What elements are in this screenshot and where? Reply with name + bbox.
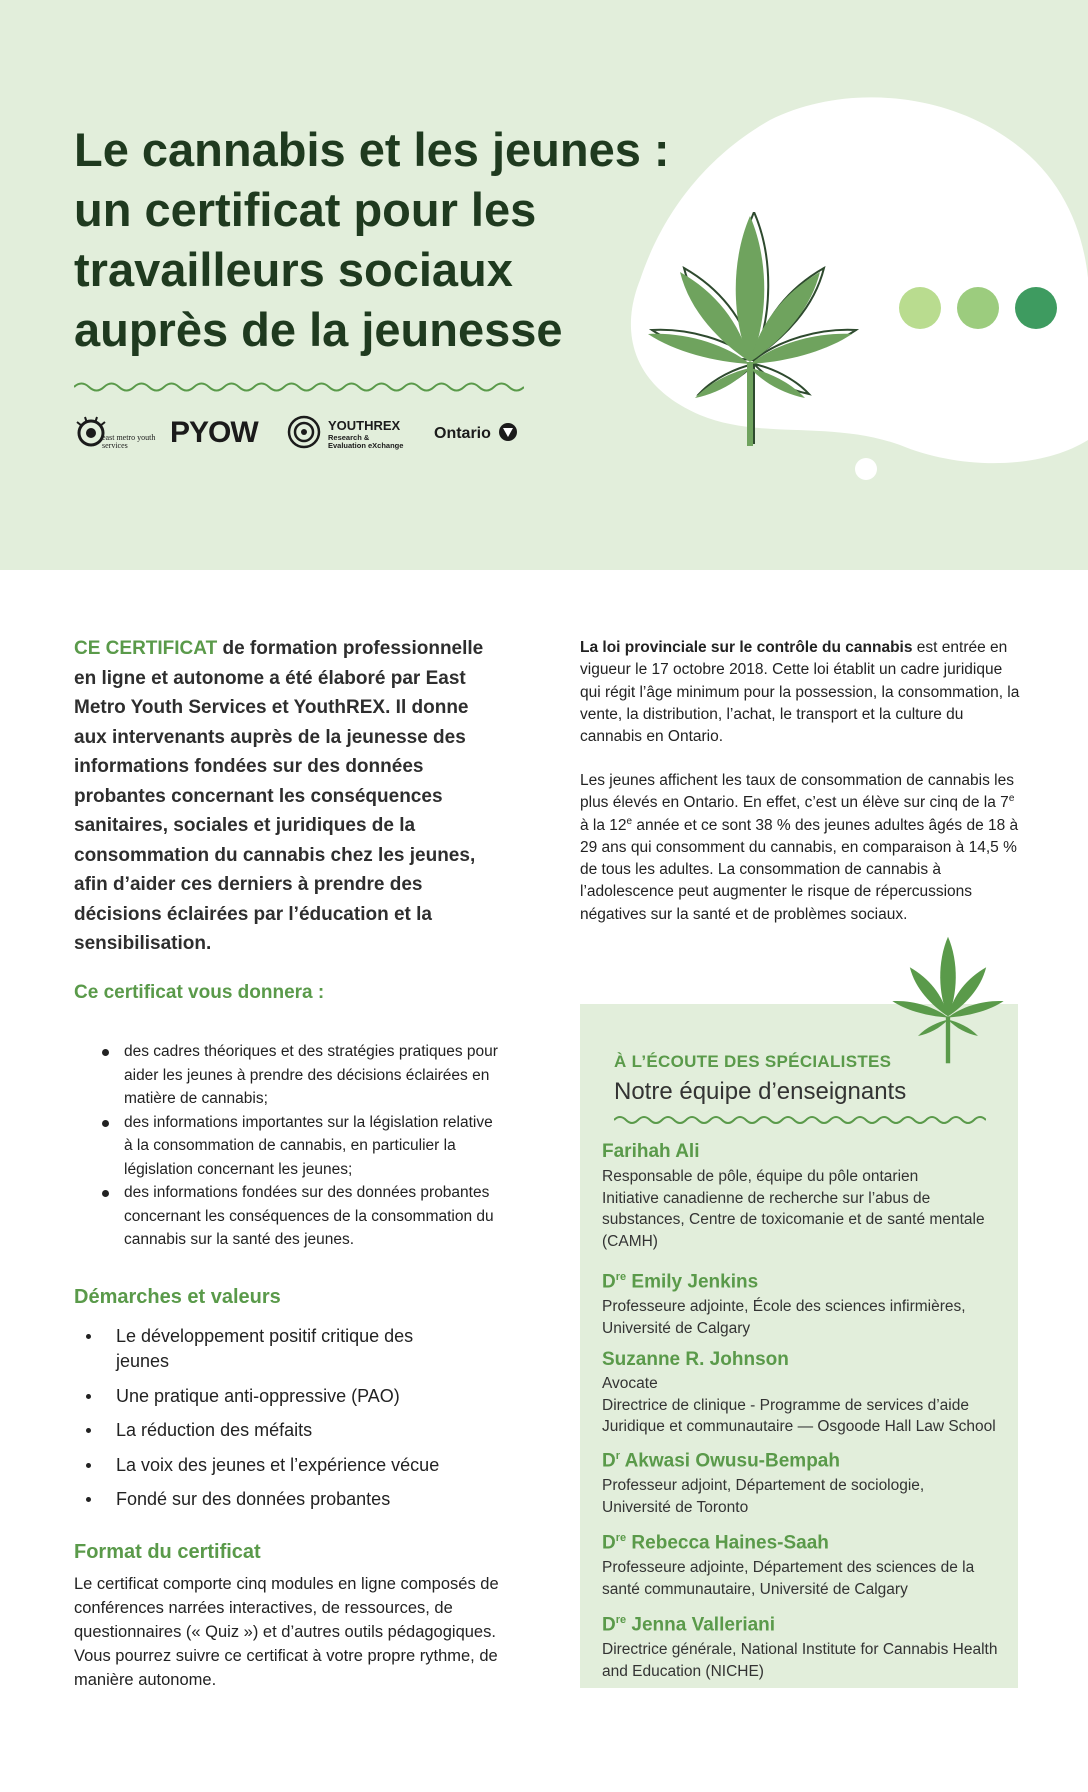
speaker-name: Farihah Ali [602, 1141, 700, 1162]
cannabis-leaf-icon [888, 926, 1008, 1074]
speaker-description: Responsable de pôle, équipe du pôle ontarien Initiative canadienne de recherche sur l’abus de substances, Centre de toxicomanie et de santé mentale (CAMH) [602, 1168, 985, 1250]
list-item: des informations importantes sur la législation relative à la consommation de cannabis, en particulier la législation concernant les jeunes; [102, 1111, 502, 1182]
cannabis-leaf-icon [640, 212, 860, 452]
certificate-heading: Ce certificat vous donnera : [74, 982, 325, 1003]
intro-lead: CE CERTIFICAT [74, 638, 218, 659]
youthrex-swirl-icon [286, 414, 322, 450]
intro-body: de formation professionnelle en ligne et autonome a été élaboré par East Metro Youth Services et YouthREX. Il donne aux intervenants auprès de la jeunesse des informations fondées sur des données probantes concernant les conséquences sanitaires, sociales et juridiques de la consommation du cannabis chez les jeunes, afin d’aider ces derniers à prendre des décisions éclairées par l’éducation et la sensibilisation. [74, 638, 484, 954]
format-text: Le certificat comporte cinq modules en ligne composés de conférences narrées interactives, de ressources, de questionnaires (« Quiz ») et d’autres outils pédagogiques. Vous pourrez suivre ce certificat à votre propre rythme, de manière autonome. [74, 1575, 499, 1689]
speaker-name: Dre Rebecca Haines-Saah [602, 1532, 829, 1554]
law-text: est entrée en vigueur le 17 octobre 2018. Cette loi établit un cadre juridique qui régit l’âge minimum pour la possession, la consommation, la vente, la distribution, l’achat, le transport et la culture du cannabis en Ontario. [580, 639, 1020, 746]
pyow-logo: PYOW [170, 416, 258, 449]
experts-title: Notre équipe d’enseignants [614, 1078, 907, 1105]
wave-divider [74, 380, 524, 394]
page-title: Le cannabis et les jeunes : un certificat pour les travailleurs sociaux auprès de la jeunesse [74, 123, 670, 356]
speaker-name: Dre Jenna Valleriani [602, 1614, 776, 1636]
list-item: La voix des jeunes et l’expérience vécue [86, 1453, 466, 1478]
wave-divider [614, 1114, 986, 1126]
experts-kicker: À L’ÉCOUTE DES SPÉCIALISTES [614, 1052, 892, 1071]
list-item: Fondé sur des données probantes [86, 1487, 466, 1512]
ontario-logo-text: Ontario [434, 425, 491, 442]
list-item: des cadres théoriques et des stratégies pratiques pour aider les jeunes à prendre des décisions éclairées en matière de cannabis; [102, 1040, 502, 1111]
youthrex-logo-subtitle: Research & Evaluation eXchange [328, 433, 404, 450]
speaker-description: Professeur adjoint, Département de sociologie, Université de Toronto [602, 1477, 925, 1516]
decorative-dot-light [899, 287, 941, 329]
hero-banner [0, 0, 1088, 570]
list-item: des informations fondées sur des données probantes concernant les conséquences de la consommation du cannabis sur la santé des jeunes. [102, 1181, 502, 1252]
partner-logos [74, 412, 544, 462]
list-item: Une pratique anti-oppressive (PAO) [86, 1384, 466, 1409]
speaker-name: $D^r$ Akwasi Owusu-Bempah [602, 1450, 840, 1472]
decorative-dot-white [855, 458, 877, 480]
east-metro-logo-text: east metro youth services [102, 433, 156, 450]
youth-paragraph: Les jeunes affichent les taux de consommation de cannabis les plus élevés en Ontario. En effet, c’est un élève sur cinq de la 7e à la 12e année et ce sont 38 % des jeunes adultes âgés de 18 à 29 ans qui consomment du cannabis, en comparaison à 14,5 % de tous les adultes. La consommation de cannabis à l’adolescence peut augmenter le risque de répercussions négatives sur la santé et de problèmes sociaux. [580, 772, 1019, 923]
speaker-description: Professeure adjointe, École des sciences infirmières, Université de Calgary [602, 1298, 966, 1337]
format-heading: Format du certificat [74, 1541, 261, 1563]
decorative-dot-mid [957, 287, 999, 329]
intro-paragraph [74, 634, 494, 959]
decorative-dot-dark [1015, 287, 1057, 329]
law-title: La loi provinciale sur le contrôle du cannabis [580, 639, 913, 656]
ontario-logo [434, 422, 518, 443]
list-item: La réduction des méfaits [86, 1418, 466, 1443]
speaker-name: Suzanne R. Johnson [602, 1349, 789, 1370]
speaker-name: Dre Emily Jenkins [602, 1271, 759, 1293]
speaker-description: Avocate Directrice de clinique - Programme de services d’aide Juridique et communautaire — Osgoode Hall Law School [602, 1375, 996, 1435]
certificate-list [102, 1040, 502, 1252]
speaker-description: Professeure adjointe, Département des sciences de la santé communautaire, Université de Calgary [602, 1559, 975, 1598]
approach-list [86, 1324, 466, 1522]
youthrex-logo-text: YOUTHREX [328, 418, 401, 433]
law-paragraph [580, 637, 1020, 748]
approach-heading: Démarches et valeurs [74, 1286, 281, 1308]
trillium-icon [498, 422, 518, 442]
speaker-description: Directrice générale, National Institute for Cannabis Health and Education (NICHE) [602, 1641, 998, 1680]
list-item: Le développement positif critique des jeunes [86, 1324, 466, 1374]
